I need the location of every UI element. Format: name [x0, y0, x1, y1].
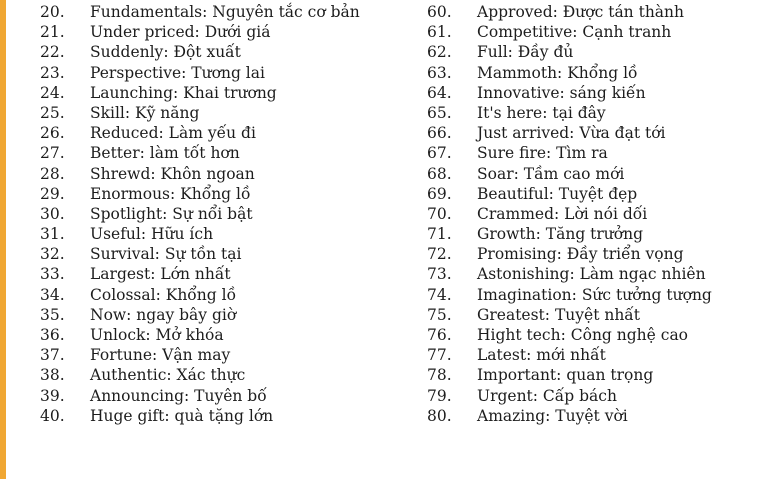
list-item — [40, 204, 360, 224]
item-number: 66. — [427, 124, 452, 143]
item-number: 72. — [427, 245, 452, 264]
item-text: Suddenly: Đột xuất — [90, 43, 241, 62]
item-text: Unlock: Mở khóa — [90, 326, 224, 344]
list-item — [427, 264, 712, 284]
item-text: Enormous: Khổng lồ — [90, 184, 251, 203]
item-number: 27. — [40, 144, 65, 163]
item-text: Growth: Tăng trưởng — [477, 225, 644, 244]
item-number: 35. — [40, 305, 65, 324]
item-text: Astonishing: Làm ngạc nhiên — [477, 265, 706, 284]
item-number: 34. — [40, 285, 65, 304]
list-item — [427, 244, 712, 264]
item-number: 25. — [40, 103, 65, 122]
list-item — [427, 204, 712, 224]
item-number: 30. — [40, 204, 65, 223]
item-number: 73. — [427, 265, 452, 284]
item-number: 20. — [40, 3, 65, 21]
list-item — [40, 244, 360, 264]
item-number: 74. — [427, 285, 452, 304]
item-number: 26. — [40, 124, 65, 143]
list-item — [40, 103, 360, 123]
item-text: Now: ngay bây giờ — [90, 305, 237, 324]
item-text: Competitive: Cạnh tranh — [477, 23, 672, 42]
item-text: Useful: Hữu ích — [90, 225, 214, 244]
item-number: 64. — [427, 83, 452, 102]
item-number: 70. — [427, 204, 452, 223]
item-number: 77. — [427, 346, 452, 365]
item-text: Spotlight: Sự nổi bật — [90, 204, 253, 223]
item-text: Urgent: Cấp bách — [477, 386, 617, 405]
item-text: Largest: Lớn nhất — [90, 265, 231, 284]
item-text: Huge gift: quà tặng lớn — [90, 406, 274, 425]
item-text: Important: quan trọng — [477, 366, 654, 385]
item-text: Fortune: Vận may — [90, 346, 231, 365]
list-item — [40, 325, 360, 345]
item-text: Reduced: Làm yếu đi — [90, 124, 256, 143]
item-number: 21. — [40, 23, 65, 42]
item-text: Amazing: Tuyệt vời — [477, 406, 628, 425]
list-item — [427, 305, 712, 325]
item-number: 76. — [427, 326, 452, 344]
item-number: 61. — [427, 23, 452, 42]
list-item — [40, 285, 360, 305]
item-text: Hight tech: Công nghệ cao — [477, 326, 689, 344]
item-text: Just arrived: Vừa đạt tới — [477, 124, 666, 143]
item-text: Announcing: Tuyên bố — [90, 386, 267, 405]
list-item — [427, 406, 712, 426]
item-text: Under priced: Dưới giá — [90, 23, 271, 42]
item-number: 40. — [40, 406, 65, 425]
item-text: Imagination: Sức tưởng tượng — [477, 285, 712, 304]
left-accent-bar — [0, 0, 6, 479]
list-item — [40, 224, 360, 244]
list-item — [427, 386, 712, 406]
item-number: 60. — [427, 3, 452, 21]
list-item — [40, 305, 360, 325]
list-item — [427, 2, 712, 22]
list-item — [40, 143, 360, 163]
item-text: Skill: Kỹ năng — [90, 103, 200, 122]
item-text: Launching: Khai trương — [90, 83, 277, 102]
right-word-list — [427, 2, 712, 426]
item-text: Better: làm tốt hơn — [90, 144, 240, 163]
list-item — [40, 184, 360, 204]
item-text: Colossal: Khổng lồ — [90, 285, 237, 304]
list-item — [40, 22, 360, 42]
list-item — [40, 365, 360, 385]
item-text: Full: Đầy đủ — [477, 43, 574, 62]
item-text: Beautiful: Tuyệt đẹp — [477, 184, 638, 203]
item-text: Survival: Sự tồn tại — [90, 245, 242, 264]
list-item — [427, 325, 712, 345]
item-number: 71. — [427, 225, 452, 244]
item-number: 22. — [40, 43, 65, 62]
list-item — [40, 63, 360, 83]
item-text: Greatest: Tuyệt nhất — [477, 305, 641, 324]
item-text: Latest: mới nhất — [477, 346, 606, 365]
item-number: 69. — [427, 184, 452, 203]
left-word-list — [40, 2, 360, 426]
list-item — [40, 42, 360, 62]
item-text: Shrewd: Khôn ngoan — [90, 164, 255, 183]
item-number: 24. — [40, 83, 65, 102]
list-item — [40, 123, 360, 143]
list-item — [427, 103, 712, 123]
list-item — [40, 345, 360, 365]
item-number: 23. — [40, 63, 65, 82]
item-number: 68. — [427, 164, 452, 183]
item-text: Fundamentals: Nguyên tắc cơ bản — [90, 3, 360, 21]
item-text: Innovative: sáng kiến — [477, 83, 646, 102]
item-number: 79. — [427, 386, 452, 405]
list-item — [427, 184, 712, 204]
list-item — [427, 224, 712, 244]
list-item — [40, 406, 360, 426]
item-number: 38. — [40, 366, 65, 385]
item-number: 39. — [40, 386, 65, 405]
item-number: 32. — [40, 245, 65, 264]
item-number: 65. — [427, 103, 452, 122]
list-item — [40, 164, 360, 184]
list-item — [40, 264, 360, 284]
item-text: Authentic: Xác thực — [90, 366, 246, 385]
item-number: 63. — [427, 63, 452, 82]
item-number: 67. — [427, 144, 452, 163]
item-text: Crammed: Lời nói dối — [477, 204, 648, 223]
item-number: 80. — [427, 406, 452, 425]
list-item — [40, 2, 360, 22]
list-item — [427, 164, 712, 184]
list-item — [427, 143, 712, 163]
item-text: Perspective: Tương lai — [90, 63, 265, 82]
item-number: 33. — [40, 265, 65, 284]
item-number: 62. — [427, 43, 452, 62]
list-item — [427, 63, 712, 83]
list-item — [40, 386, 360, 406]
list-item — [40, 83, 360, 103]
list-item — [427, 345, 712, 365]
list-item — [427, 285, 712, 305]
item-text: Soar: Tầm cao mới — [477, 164, 625, 183]
item-text: Sure fire: Tìm ra — [477, 144, 608, 163]
item-number: 78. — [427, 366, 452, 385]
item-number: 28. — [40, 164, 65, 183]
item-number: 29. — [40, 184, 65, 203]
list-item — [427, 42, 712, 62]
item-number: 37. — [40, 346, 65, 365]
list-item — [427, 365, 712, 385]
item-number: 31. — [40, 225, 65, 244]
list-item — [427, 83, 712, 103]
list-item — [427, 22, 712, 42]
item-text: Approved: Được tán thành — [477, 3, 685, 21]
list-item — [427, 123, 712, 143]
item-number: 75. — [427, 305, 452, 324]
item-text: Promising: Đầy triển vọng — [477, 245, 684, 264]
item-number: 36. — [40, 326, 65, 344]
item-text: It's here: tại đây — [477, 103, 606, 122]
item-text: Mammoth: Khổng lồ — [477, 63, 638, 82]
